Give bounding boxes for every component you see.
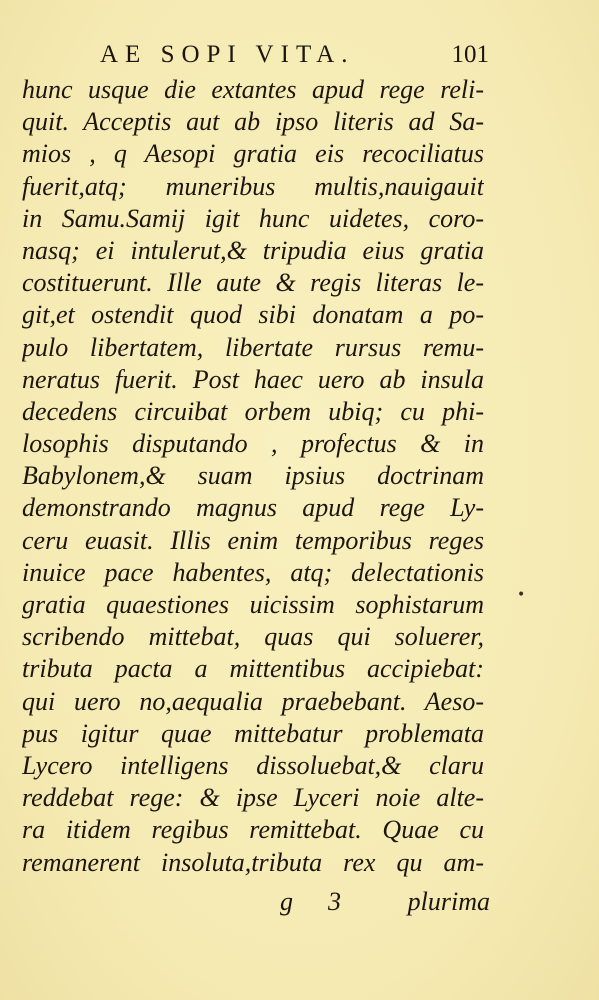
text-line: mios , q Aesopi gratia eis recociliatus	[22, 139, 484, 169]
text-line: remanerent insoluta,tributa rex qu am-	[22, 847, 484, 877]
text-line: decedens circuibat orbem ubiq; cu phi-	[22, 396, 484, 426]
text-line: Lycero intelligens dissoluebat,& claru	[22, 750, 484, 780]
text-line: inuice pace habentes, atq; delectationis	[22, 557, 484, 587]
text-line: in Samu.Samij igit hunc uidetes, coro-	[22, 203, 484, 233]
signature-mark: g	[280, 887, 293, 916]
text-line: gratia quaestiones uicissim sophistarum	[22, 590, 484, 619]
margin-mark-icon: •	[517, 587, 526, 603]
text-line: scribendo mittebat, quas qui soluerer,	[22, 622, 484, 652]
text-line: pulo libertatem, libertate rursus remu-	[22, 332, 484, 362]
text-line: losophis disputando , profectus & in	[22, 429, 484, 459]
text-line: pus igitur quae mittebatur problemata	[22, 718, 484, 748]
text-line: demonstrando magnus apud rege Ly-	[22, 493, 484, 523]
running-head-title: AE SOPI VITA.	[100, 41, 355, 68]
text-line: Babylonem,& suam ipsius doctrinam	[22, 461, 484, 491]
text-line: ceru euasit. Illis enim temporibus reges	[22, 525, 484, 555]
signature-number: 3	[328, 887, 341, 916]
text-line: neratus fuerit. Post haec uero ab insula	[22, 364, 484, 394]
catchword: plurima	[407, 887, 490, 916]
page-footer	[280, 886, 490, 918]
text-line: reddebat rege: & ipse Lyceri noie alte-	[22, 783, 484, 813]
text-line: fuerit,atq; muneribus multis,nauigauit	[22, 171, 484, 201]
text-line: quit. Acceptis aut ab ipso literis ad Sa-	[22, 107, 484, 137]
page-number: 101	[451, 41, 489, 68]
text-line: hunc usque die extantes apud rege reli-	[22, 75, 484, 104]
text-line: ra itidem regibus remittebat. Quae cu	[22, 815, 484, 845]
text-line: qui uero no,aequalia praebebant. Aeso-	[22, 686, 484, 716]
text-line: git,et ostendit quod sibi donatam a po-	[22, 300, 484, 330]
text-line: tributa pacta a mittentibus accipiebat:	[22, 654, 484, 684]
text-line: costituerunt. Ille aute & regis literas le-	[22, 268, 484, 298]
text-line: nasq; ei intulerut,& tripudia eius gratia	[22, 235, 484, 265]
body-text	[22, 74, 484, 879]
